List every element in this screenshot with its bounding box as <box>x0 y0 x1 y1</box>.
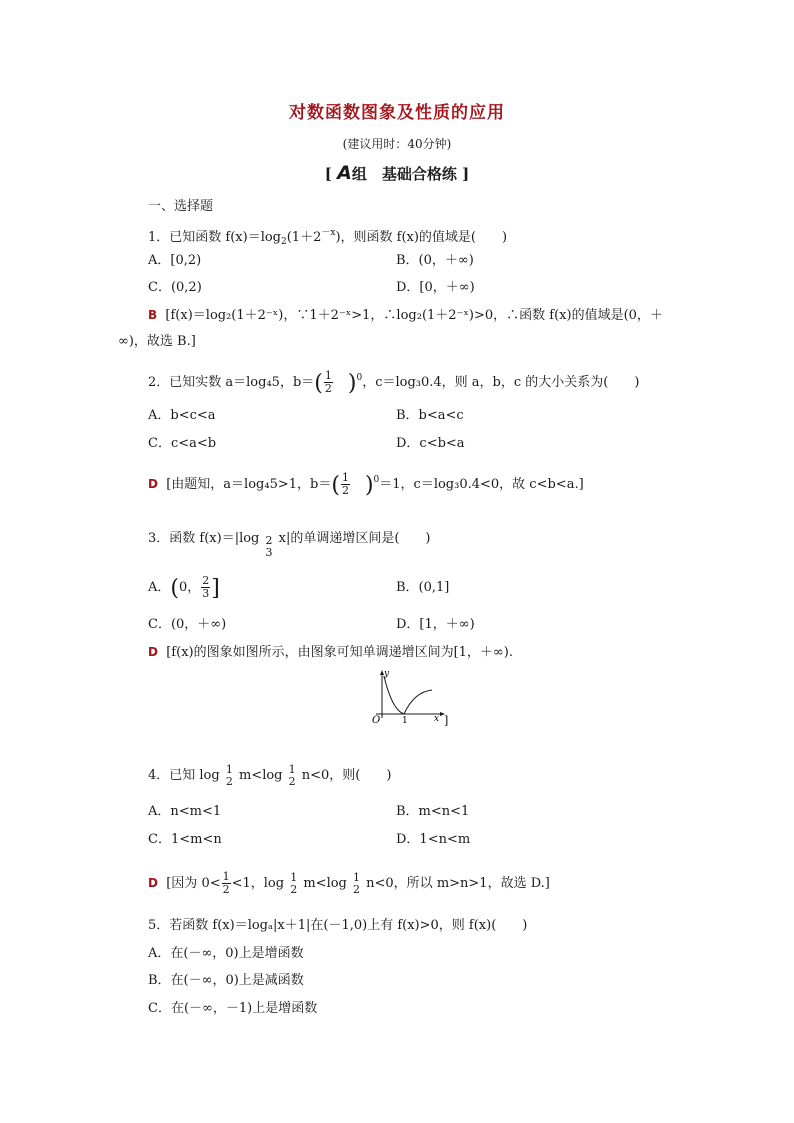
question-5-stem: 5．若函数 f(x)＝logₐ|x＋1|在(－1,0)上有 f(x)>0，则 f(x)( ) <box>148 918 528 933</box>
question-2-option-c: C．c<a<b <box>148 436 217 451</box>
question-3-option-c: C．(0，＋∞) <box>148 617 227 632</box>
answer-letter: B <box>148 308 158 322</box>
function-graph <box>362 666 462 728</box>
question-1-stem: 1．已知函数 $f(x)=\log_2(1+2^{-x})$，则函数 f(x)的值域是( ) <box>148 228 508 247</box>
question-5-option-a: A．在(－∞，0)上是增函数 <box>148 946 304 961</box>
x-label: x <box>434 714 440 724</box>
question-4-option-b: B．m<n<1 <box>396 804 470 819</box>
question-2-option-a: A．b<c<a <box>148 408 216 423</box>
group-letter: A <box>337 162 352 184</box>
question-1-option-d: D．[0，＋∞) <box>396 280 475 295</box>
question-4-option-c: C．1<m<n <box>148 832 222 847</box>
group-heading <box>0 162 794 184</box>
time-hint: (建议用时：40分钟) <box>342 137 452 151</box>
tick-1-label: 1 <box>402 716 408 726</box>
question-3-option-d: D．[1，＋∞) <box>396 617 475 632</box>
fraction: $\frac{1}{2}$ <box>324 369 332 395</box>
question-1-option-b: B．(0，＋∞) <box>396 253 474 268</box>
question-4-option-d: D．1<n<m <box>396 832 471 847</box>
page-title: 对数函数图象及性质的应用 <box>289 103 505 123</box>
question-2-stem: 2．已知实数 a＝log₄5，b＝( $\frac{1}{2}$ )$^0$，c＝log₃0.4，则 a，b，c 的大小关系为( ) <box>148 369 640 396</box>
answer-letter: D <box>148 876 158 890</box>
question-1-solution-cont: ∞)，故选 B.] <box>118 334 196 349</box>
group-bracket-right: ] <box>462 165 470 183</box>
question-1-option-a: A．[0,2) <box>148 253 202 268</box>
question-3-option-b: B．(0,1] <box>396 580 450 595</box>
y-label: y <box>384 669 390 679</box>
solution-close-bracket: ] <box>444 714 449 727</box>
section-heading: 一、选择题 <box>148 199 214 214</box>
group-label: 组 基础合格练 <box>351 165 457 183</box>
question-2-option-d: D．c<b<a <box>396 436 465 451</box>
curve <box>384 676 432 714</box>
question-1-option-c: C．(0,2) <box>148 280 202 295</box>
question-4-stem: 4．已知 log 1 2 m<log 1 2 n<0，则( ) <box>148 762 392 788</box>
question-5-option-c: C．在(－∞，－1)上是增函数 <box>148 1001 318 1016</box>
question-2-option-b: B．b<a<c <box>396 408 464 423</box>
question-4-solution: D [因为 0< $\frac{1}{2}$ <1，log 1 2 m<log 1 2 n<0，所以 m>n>1，故选 D.] <box>148 870 550 896</box>
origin-label: O <box>372 715 381 726</box>
question-4-option-a: A．n<m<1 <box>148 804 222 819</box>
question-2-solution: D [由题知，a＝log₄5>1，b＝( $\frac{1}{2}$ )$^0$＝1，c＝log₃0.4<0，故 c<b<a.] <box>148 471 584 498</box>
question-3-stem: 3．函数 f(x)＝|log 2 3 x|的单调递增区间是( ) <box>148 531 431 559</box>
answer-letter: D <box>148 477 158 491</box>
question-3-option-a: A．(0， $\frac{2}{3}$ ] <box>148 574 220 601</box>
question-5-option-b: B．在(－∞，0)上是减函数 <box>148 973 304 988</box>
question-3-solution: D [f(x)的图象如图所示，由图象可知单调递增区间为[1，＋∞). <box>148 645 513 660</box>
group-bracket-left: [ <box>324 165 332 183</box>
answer-letter: D <box>148 645 158 659</box>
question-1-solution: B [f(x)＝log₂(1＋2⁻ˣ)，∵1＋2⁻ˣ>1，∴log₂(1＋2⁻ˣ)>0，∴函数 f(x)的值域是(0，＋ <box>148 308 663 323</box>
